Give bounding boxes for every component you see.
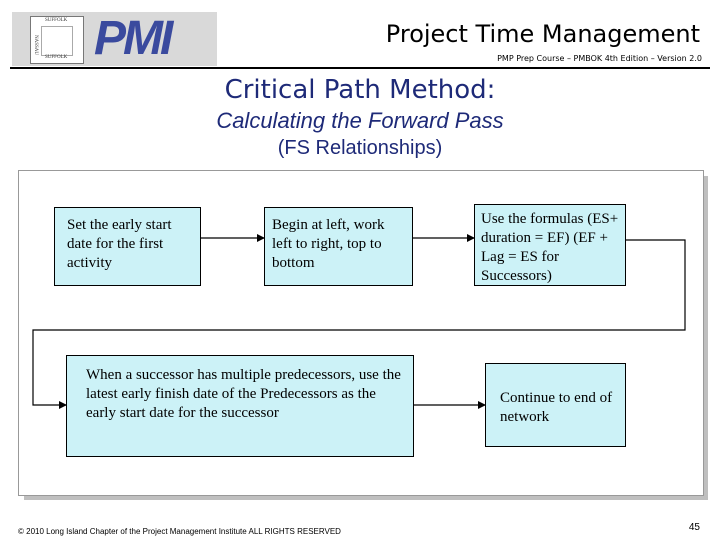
step-box-4: When a successor has multiple predecessors, use the latest early finish date of the Predecessors as the early start date for the successor bbox=[66, 355, 414, 457]
slide-note: (FS Relationships) bbox=[277, 137, 443, 159]
pmi-logotype: PMI bbox=[94, 12, 171, 65]
seal-bottom-text: SUFFOLK bbox=[45, 55, 68, 60]
slide-title: Critical Path Method: bbox=[224, 75, 496, 105]
step-box-5: Continue to end of network bbox=[485, 363, 626, 447]
page-number: 45 bbox=[688, 522, 700, 533]
step-box-2: Begin at left, work left to right, top to bottom bbox=[264, 207, 413, 286]
step-box-1: Set the early start date for the first activity bbox=[54, 207, 201, 286]
footer-copyright: © 2010 Long Island Chapter of the Project Management Institute ALL RIGHTS RESERVED bbox=[18, 527, 341, 536]
header-subtitle: PMP Prep Course – PMBOK 4th Edition – Version 2.0 bbox=[497, 54, 702, 63]
slide-subtitle: Calculating the Forward Pass bbox=[216, 108, 504, 133]
header-title: Project Time Management bbox=[385, 20, 700, 48]
seal-top-text: SUFFOLK bbox=[45, 18, 68, 23]
seal-left-text: NASSAU bbox=[33, 35, 38, 56]
step-box-3: Use the formulas (ES+ duration = EF) (EF + Lag = ES for Successors) bbox=[474, 204, 626, 286]
